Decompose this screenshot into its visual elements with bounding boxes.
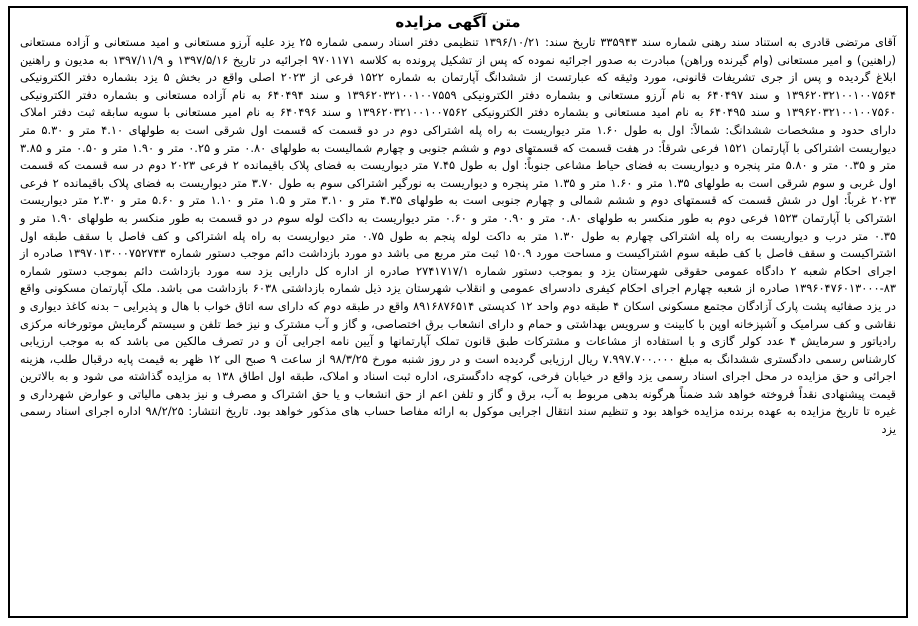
auction-notice [8,6,908,618]
notice-title: متن آگهی مزایده [395,13,521,31]
notice-body: آقای مرتضی قادری به استناد سند رهنی شماره سند ۳۳۵۹۴۳ تاریخ سند: ۱۳۹۶/۱۰/۲۱ تنظیمی دفتر اسناد رسمی شماره ۲۵ یزد علیه آرزو مستعانی و امید مستعانی و آزاده مستعانی (راهنین) و امیر مستعانی (وام گیرنده وراهن) مبادرت به صدور اجرائیه نموده که پس از تشکیل پرونده به کلاسه ۹۷۰۱۱۷۱ اجرائیه در تاریخ ۱۳۹۷/۵/۱۶ و ۱۳۹۷/۱۱/۹ به مدیون و راهنین ابلاغ گردیده و پس از جری تشریفات قانونی، مورد وثیقه که عبارتست از ششدانگ آپارتمان به شماره ۱۵۲۲ فرعی از ۲۰۲۳ اصلی واقع در بخش ۵ یزد بشماره دفتر الکترونیکی ۱۳۹۶۲۰۳۲۱۰۰۱۰۰۷۵۶۴ و سند ۶۴۰۴۹۷ به نام آرزو مستعانی و بشماره دفتر الکترونیکی ۱۳۹۶۲۰۳۲۱۰۰۱۰۰۷۵۵۹ و سند ۶۴۰۴۹۴ به نام آزاده مستعانی و بشماره دفتر الکترونیکی ۱۳۹۶۲۰۳۲۱۰۰۱۰۰۷۵۶۰ و سند ۶۴۰۴۹۵ به نام امید مستعانی و بشماره دفتر الکترونیکی ۱۳۹۶۲۰۳۲۱۰۰۱۰۰۷۵۶۲ و سند ۶۴۰۴۹۶ به نام امیر مستعانی با سویه سابقه ثبت دفتر املاک دارای حدود و مشخصات ششدانگ: شمالاً: اول به طول ۱.۶۰ متر دیواریست به راه پله اشتراکی دوم در دو قسمت که قسمت اول شرقی است به طولهای ۴.۱۰ متر و ۵.۳۰ متر دیواریست اشتراکی با آپارتمان ۱۵۲۱ فرعی شرقاً: در هفت قسمت که قسمتهای دوم و ششم جنوبی و چهارم شمالیست به طولهای ۰.۸۰ متر و ۰.۲۵ متر و ۱.۹۰ متر و ۰.۵۰ متر و ۳.۸۵ متر و ۰.۳۵ متر و ۵.۸۰ متر پنجره و دیواریست به فضای حیاط مشاعی جنوباً: اول به طول ۷.۴۵ متر دیواریست به فضای پلاک باقیمانده ۲ فرعی ۲۰۲۳ دوم در سه قسمت که قسمت اول غربی و سوم شرقی است به طولهای ۱.۳۵ متر و ۱.۶۰ متر و ۱.۳۵ متر پنجره و دیواریست به نورگیر اشتراکی سوم به طول ۳.۷۰ متر دیواریست به فضای پلاک باقیمانده ۲ فرعی ۲۰۲۳ غرباً: اول در شش قسمت که قسمتهای دوم و ششم شمالی و چهارم جنوبی است به طولهای ۴.۳۵ متر و ۳.۱۰ متر و ۱.۵ متر و ۱.۱۰ متر و ۵.۶۰ متر و ۲.۳۰ متر دیواریست اشتراکی با آپارتمان ۱۵۲۳ فرعی دوم به طور منکسر به طولهای ۰.۸۰ متر و ۰.۹۰ متر و ۰.۶۰ متر دیواریست به داکت لوله سوم در دو قسمت به طور منکسر به طولهای ۱.۹۰ متر و ۰.۳۵ متر درب و دیواریست به راه پله اشتراکی چهارم به طول ۱.۳۰ متر به داکت لوله پنجم به طول ۰.۷۵ متر دیواریست به راه پله اشتراکی و کف فاصل با سقف طبقه اول اشتراکیست و سقف فاصل با کف طبقه سوم اشتراکیست و مساحت مورد ۱۵۰.۹ ثبت متر مربع می باشد دو مورد بازداشت دائم موجب دستور شماره ۱۳۹۷۰۱۳۰۰۰۷۵۲۷۴۳ صادره از اجرای احکام شعبه ۲ دادگاه عمومی حقوقی شهرستان یزد و بموجب دستور شماره ۲۷۴۱۷۱۷/۱ صادره از اداره کل دارایی یزد سه مورد بازداشت دائم بموجب دستور شماره ۸۳-۱۳۹۶۰۴۷۶۰۱۳۰۰۰ صادره از شعبه چهارم اجرای احکام کیفری دادسرای عمومی و انقلاب شهرستان یزد ذیل شماره بازداشتی ۶۰۳۸ بازداشت می باشد. ملک آپارتمان مسکونی واقع در یزد صفائیه پشت پارک آزادگان مجتمع مسکونی اسکان ۴ طبقه دوم واحد ۱۲ کدپستی ۸۹۱۶۸۷۶۵۱۴ واقع در طبقه دوم که دارای سه اتاق خواب با هال و پذیرایی – بدنه کاغذ دیواری و نقاشی و کف سرامیک و آشپزخانه اوپن با کابینت و سرویس بهداشتی و حمام و دارای انشعاب برق اختصاصی، و گاز و آب مشترک و نیز خط تلفن و سیستم گرمایش موتورخانه مرکزی رادیاتور و سرمایش ۴ عدد کولر گازی و با استفاده از مشاعات و مشترکات طبق قانون تملک آپارتمانها و آیین نامه اجرایی آن و در تصرف مالکین می باشد که به موجب ارزیابی کارشناس رسمی دادگستری ششدانگ به مبلغ ۷.۹۹۷.۷۰۰.۰۰۰ ریال ارزیابی گردیده است و در روز شنبه مورخ ۹۸/۳/۲۵ از ساعت ۹ صبح الی ۱۲ ظهر به قیمت پایه درقبال طلب، هزینه اجرائی و حق مزایده در محل اجرای اسناد رسمی یزد واقع در خیابان فرخی، کوچه دادگستری، اداره ثبت اسناد و املاک، طبقه اول اطاق ۱۳۸ به مزایده گذاشته می شود و به بالاترین قیمت پیشنهادی نقداً فروخته خواهد شد ضمناً هرگونه بدهی مربوط به آب، برق و گاز و تلفن اعم از حق انشعاب و یا حق اشتراک و مصرف و نیز بدهی مالیاتی و عوارض شهرداری و غیره تا تاریخ مزایده به عهده برنده مزایده خواهد بود و تنظیم سند انتقال اجرایی موکول به ارائه مفاصا حساب های مذکور خواهد بود. تاریخ انتشار: ۹۸/۲/۲۵ اداره اجرای اسناد رسمی یزد [20,35,897,437]
